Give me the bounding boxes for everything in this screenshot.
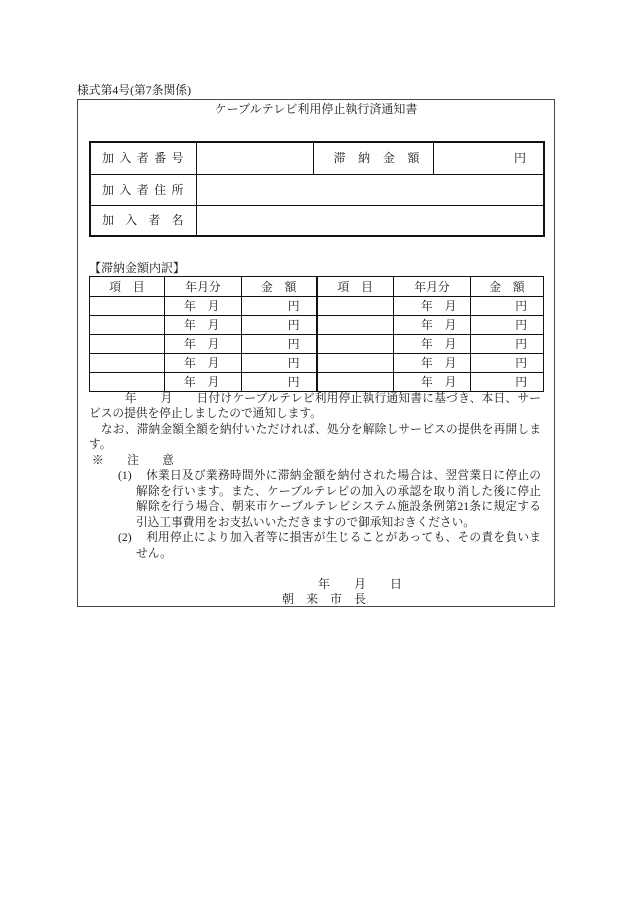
note-item-1 bbox=[89, 468, 541, 530]
breakdown-header-row bbox=[90, 277, 544, 297]
breakdown-amount-cell: 円 bbox=[471, 354, 544, 373]
note-item-2 bbox=[89, 530, 541, 561]
arrears-amount-value: 円 bbox=[433, 142, 544, 174]
breakdown-amount-cell: 円 bbox=[242, 335, 317, 354]
breakdown-item-cell bbox=[90, 335, 165, 354]
subscriber-address-row bbox=[90, 174, 544, 205]
subscriber-number-label: 加 入 者 番 号 bbox=[90, 142, 196, 174]
breakdown-row bbox=[90, 373, 544, 392]
form-number-label: 様式第4号(第7条関係) bbox=[77, 83, 192, 97]
notice-line: 年 月 日付けケーブルテレビ利用停止執行通知書に基づき、本日、サー bbox=[89, 391, 541, 405]
breakdown-period-cell: 年 月 bbox=[394, 373, 471, 392]
breakdown-amount-cell: 円 bbox=[471, 335, 544, 354]
header-amount: 金 額 bbox=[242, 277, 317, 297]
breakdown-row bbox=[90, 316, 544, 335]
note-line: 休業日及び業務時間外に滞納金額を納付された場合は、翌営業日に停止の bbox=[146, 469, 541, 482]
breakdown-item-cell bbox=[317, 354, 394, 373]
note-line: 解除を行います。また、ケーブルテレビの加入の承認を取り消した後に停止 bbox=[136, 484, 541, 498]
document-title: ケーブルテレビ利用停止執行済通知書 bbox=[214, 102, 418, 116]
breakdown-row bbox=[90, 335, 544, 354]
header-period: 年月分 bbox=[165, 277, 242, 297]
subscriber-number-row bbox=[90, 142, 544, 174]
subscriber-number-value bbox=[196, 142, 313, 174]
breakdown-amount-cell: 円 bbox=[242, 354, 317, 373]
subscriber-name-label: 加 入 者 名 bbox=[90, 205, 196, 236]
note-line: せん。 bbox=[136, 546, 172, 560]
arrears-amount-label: 滞 納 金 額 bbox=[313, 142, 433, 174]
note-number: (2) bbox=[118, 531, 132, 544]
subscriber-info-table bbox=[89, 141, 545, 237]
breakdown-period-cell: 年 月 bbox=[394, 316, 471, 335]
breakdown-item-cell bbox=[90, 354, 165, 373]
breakdown-period-cell: 年 月 bbox=[394, 354, 471, 373]
notes-heading: ※ 注 意 bbox=[92, 453, 174, 467]
breakdown-item-cell bbox=[317, 373, 394, 392]
header-item: 項 目 bbox=[90, 277, 165, 297]
subscriber-address-label: 加 入 者 住 所 bbox=[90, 174, 196, 205]
subscriber-name-row bbox=[90, 205, 544, 236]
breakdown-item-cell bbox=[317, 297, 394, 316]
note-line: 引込工事費用をお支払いいただきますので御承知おきください。 bbox=[136, 515, 475, 529]
breakdown-row bbox=[90, 354, 544, 373]
breakdown-period-cell: 年 月 bbox=[165, 354, 242, 373]
issue-date: 年 月 日 bbox=[318, 577, 403, 591]
breakdown-period-cell: 年 月 bbox=[165, 335, 242, 354]
header-period: 年月分 bbox=[394, 277, 471, 297]
arrears-breakdown-table bbox=[89, 276, 544, 392]
breakdown-row bbox=[90, 297, 544, 316]
subscriber-address-value bbox=[196, 174, 544, 205]
breakdown-item-cell bbox=[317, 335, 394, 354]
breakdown-amount-cell: 円 bbox=[242, 373, 317, 392]
breakdown-period-cell: 年 月 bbox=[165, 297, 242, 316]
notice-line: す。 bbox=[89, 438, 112, 451]
breakdown-item-cell bbox=[90, 373, 165, 392]
issuer-name: 朝 来 市 長 bbox=[282, 592, 367, 606]
notice-body bbox=[89, 391, 541, 562]
breakdown-heading: 【滞納金額内訳】 bbox=[89, 261, 186, 275]
notice-line: ビスの提供を停止しましたので通知します。 bbox=[89, 407, 322, 420]
note-line: 解除を行う場合、朝来市ケーブルテレビシステム施設条例第21条に規定する bbox=[136, 500, 541, 513]
header-amount: 金 額 bbox=[471, 277, 544, 297]
breakdown-period-cell: 年 月 bbox=[165, 316, 242, 335]
breakdown-period-cell: 年 月 bbox=[394, 297, 471, 316]
header-item: 項 目 bbox=[317, 277, 394, 297]
breakdown-amount-cell: 円 bbox=[471, 297, 544, 316]
breakdown-period-cell: 年 月 bbox=[165, 373, 242, 392]
subscriber-name-value bbox=[196, 205, 544, 236]
breakdown-amount-cell: 円 bbox=[242, 297, 317, 316]
breakdown-period-cell: 年 月 bbox=[394, 335, 471, 354]
breakdown-amount-cell: 円 bbox=[471, 373, 544, 392]
breakdown-amount-cell: 円 bbox=[471, 316, 544, 335]
breakdown-item-cell bbox=[90, 316, 165, 335]
breakdown-amount-cell: 円 bbox=[242, 316, 317, 335]
breakdown-item-cell bbox=[317, 316, 394, 335]
notice-line: なお、滞納金額全額を納付いただければ、処分を解除しサービスの提供を再開しま bbox=[89, 422, 541, 436]
note-line: 利用停止により加入者等に損害が生じることがあっても、その責を負いま bbox=[146, 531, 541, 544]
note-number: (1) bbox=[118, 469, 132, 482]
breakdown-item-cell bbox=[90, 297, 165, 316]
